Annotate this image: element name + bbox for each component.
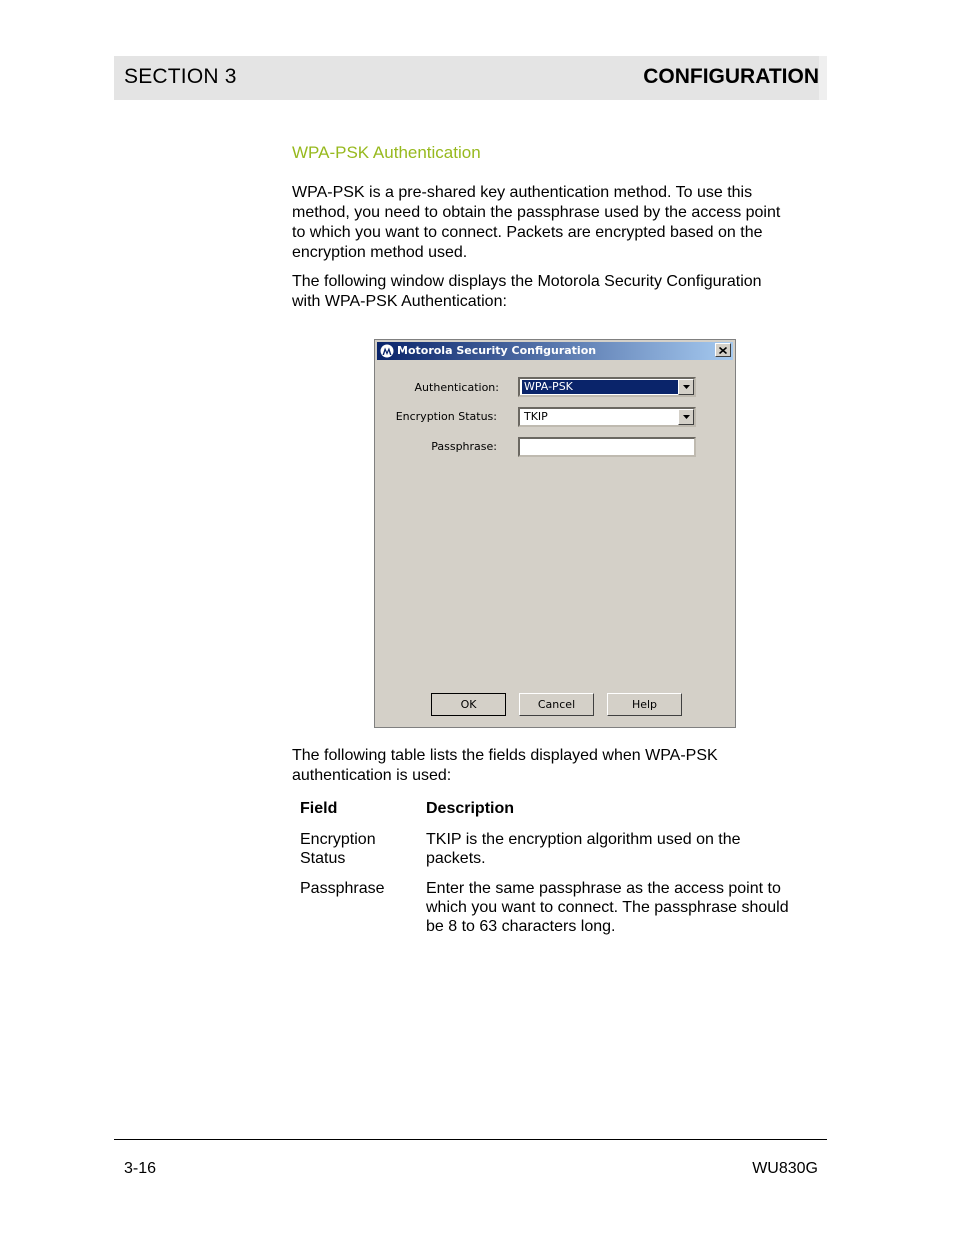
window-intro-paragraph <box>292 272 822 312</box>
authentication-dropdown-button[interactable] <box>678 379 694 395</box>
help-button[interactable]: Help <box>607 693 682 716</box>
authentication-value: WPA-PSK <box>522 380 679 394</box>
table-cell-field <box>300 830 376 868</box>
text-line: Passphrase <box>300 880 385 897</box>
text-line: authentication is used: <box>292 767 452 784</box>
authentication-label: Authentication: <box>414 381 499 394</box>
table-cell-field <box>300 879 385 898</box>
chevron-down-icon <box>683 415 690 419</box>
passphrase-label: Passphrase: <box>431 440 497 453</box>
footer-divider <box>114 1139 827 1140</box>
encryption-status-label: Encryption Status: <box>395 410 497 423</box>
close-button[interactable] <box>715 343 731 357</box>
dialog-titlebar <box>377 342 733 360</box>
product-model: WU830G <box>752 1160 818 1177</box>
text-line: which you want to connect. The passphrase should <box>426 899 789 916</box>
chevron-down-icon <box>683 385 690 389</box>
encryption-dropdown-button[interactable] <box>678 409 694 425</box>
text-line: Enter the same passphrase as the access point to <box>426 880 781 897</box>
encryption-status-select[interactable] <box>518 407 696 427</box>
text-line: to which you want to connect. Packets are encrypted based on the <box>292 224 763 241</box>
text-line: Status <box>300 850 346 867</box>
text-line: with WPA-PSK Authentication: <box>292 293 507 310</box>
header-edge <box>819 56 827 100</box>
ok-button[interactable]: OK <box>431 693 506 716</box>
authentication-select[interactable] <box>518 377 696 397</box>
section-title: CONFIGURATION <box>643 65 819 88</box>
section-header <box>114 56 827 100</box>
table-intro-paragraph <box>292 746 822 786</box>
motorola-logo-icon <box>380 344 394 358</box>
section-number: SECTION 3 <box>124 65 237 88</box>
security-config-dialog <box>374 339 736 728</box>
passphrase-input[interactable] <box>518 437 696 457</box>
table-cell-description <box>426 879 826 936</box>
text-line: method, you need to obtain the passphrase used by the access point <box>292 204 781 221</box>
page-heading: WPA-PSK Authentication <box>292 143 481 162</box>
column-header-description: Description <box>426 800 515 817</box>
text-line: TKIP is the encryption algorithm used on the <box>426 831 741 848</box>
dialog-title: Motorola Security Configuration <box>397 344 597 357</box>
text-line: The following window displays the Motorola Security Configuration <box>292 273 762 290</box>
column-header-field: Field <box>300 800 338 817</box>
encryption-status-value: TKIP <box>524 410 548 423</box>
text-line: encryption method used. <box>292 244 468 261</box>
close-icon <box>719 347 727 354</box>
text-line: The following table lists the fields displayed when WPA-PSK <box>292 747 718 764</box>
text-line: be 8 to 63 characters long. <box>426 918 616 935</box>
text-line: packets. <box>426 850 486 867</box>
text-line: WPA-PSK is a pre-shared key authentication method. To use this <box>292 184 753 201</box>
text-line: Encryption <box>300 831 376 848</box>
table-cell-description <box>426 830 741 868</box>
page-number: 3-16 <box>124 1160 157 1177</box>
cancel-button[interactable]: Cancel <box>519 693 594 716</box>
intro-paragraph <box>292 183 822 263</box>
